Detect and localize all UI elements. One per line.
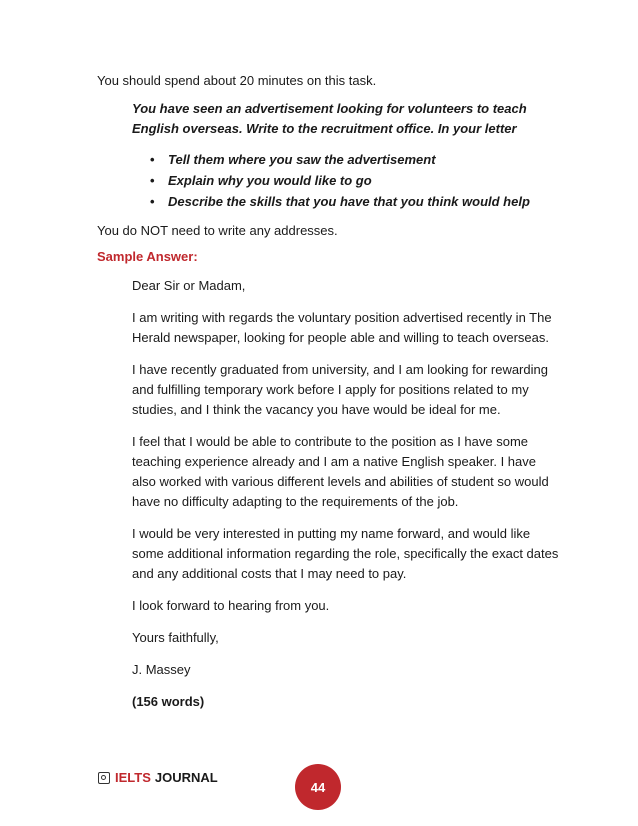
task-bullet: • Explain why you would like to go: [150, 171, 530, 191]
task-instruction: You should spend about 20 minutes on this task.: [97, 73, 377, 88]
letter-paragraph: I have recently graduated from university, and I am looking for rewarding and fulfilling temporary work before I apply for positions related to my studies, and I think the vacancy you have would be ideal for me.: [132, 362, 548, 417]
brand-ielts: IELTS: [115, 770, 151, 785]
brand-journal: JOURNAL: [154, 770, 218, 785]
camera-icon: [98, 772, 110, 784]
task-bullet-list: [150, 150, 530, 213]
letter-signature: J. Massey: [132, 662, 191, 677]
letter-greeting: Dear Sir or Madam,: [132, 278, 246, 293]
letter-paragraph: I am writing with regards the voluntary position advertised recently in The Herald newspaper, looking for people able and willing to teach overseas.: [132, 310, 552, 345]
letter-paragraph: I feel that I would be able to contribute to the position as I have some teaching experience already and I am a native English speaker. I have also worked with various different levels and abilities of student so would have no difficulty adapting to the requirements of the job.: [132, 434, 549, 509]
footer-brand: [98, 770, 218, 785]
sample-answer-heading: Sample Answer:: [97, 249, 198, 264]
page-number-badge: 44: [295, 764, 341, 810]
task-bullet: • Tell them where you saw the advertisement: [150, 150, 530, 170]
letter-paragraph: I would be very interested in putting my name forward, and would like some additional information regarding the role, specifically the exact dates and any additional costs that I may need to pay.: [132, 526, 559, 581]
word-count: (156 words): [132, 694, 205, 709]
address-note: You do NOT need to write any addresses.: [97, 223, 338, 238]
task-prompt: You have seen an advertisement looking for volunteers to teach English overseas. Write to the recruitment office. In your letter: [132, 101, 527, 136]
sample-letter: [132, 276, 562, 724]
letter-closing: Yours faithfully,: [132, 630, 219, 645]
task-bullet: • Describe the skills that you have that you think would help: [150, 192, 530, 212]
letter-paragraph: I look forward to hearing from you.: [132, 598, 330, 613]
